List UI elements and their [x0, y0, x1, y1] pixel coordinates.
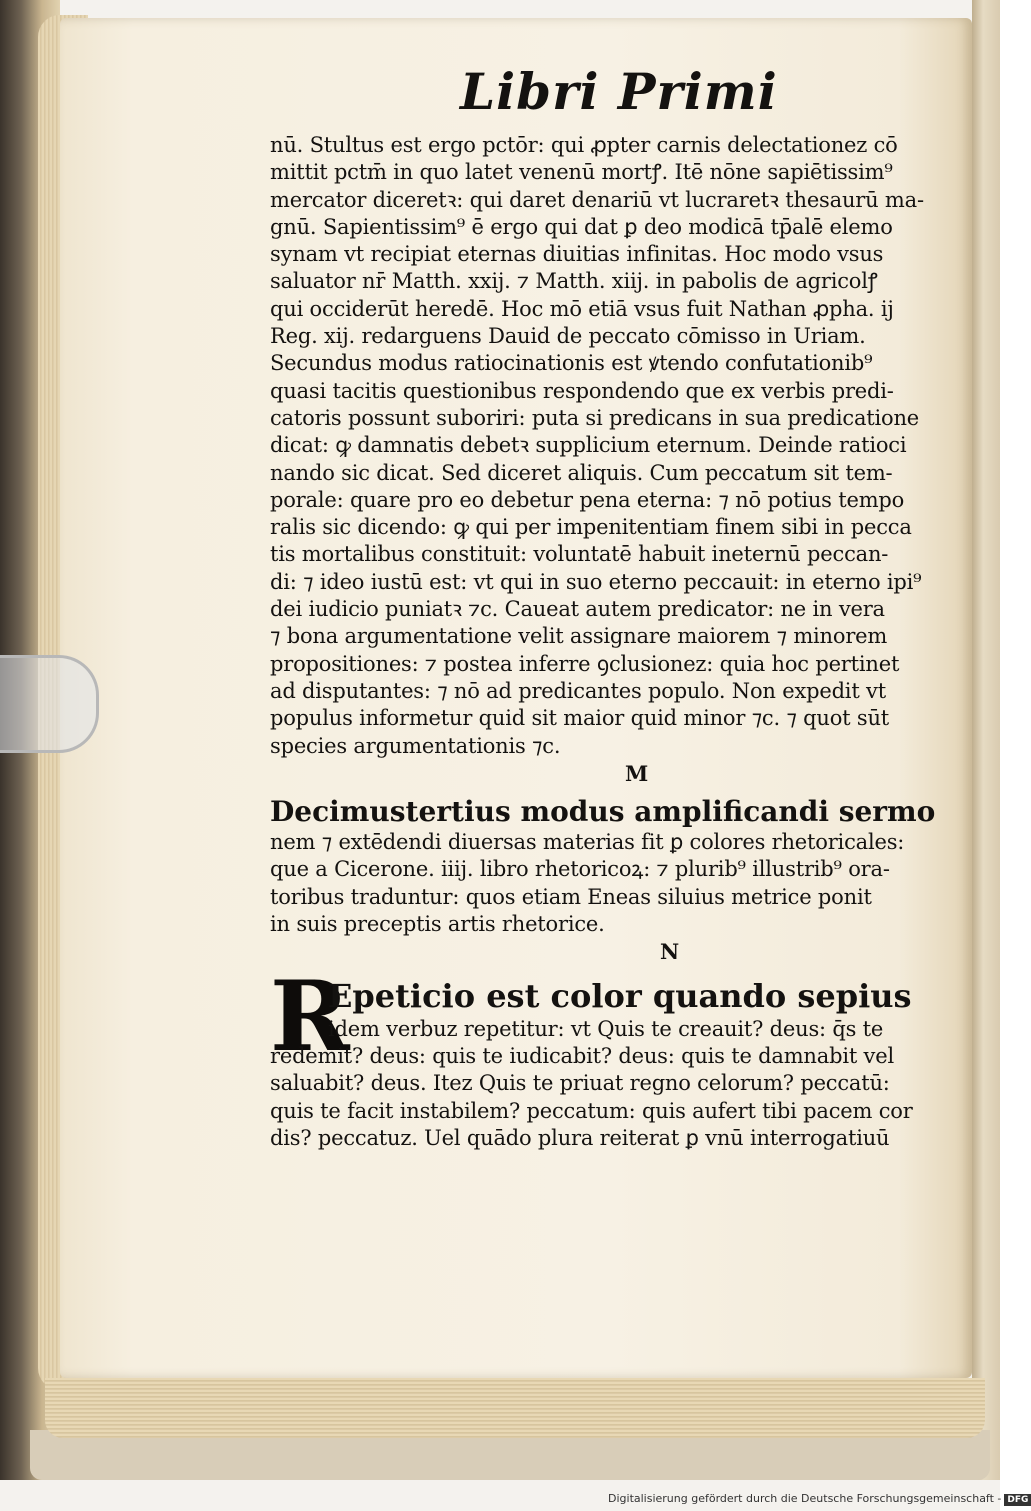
text-line: di: ⁊ ideo iustū est: vt qui in suo eterno peccauit: in eterno ipi⁹ [270, 569, 922, 594]
text-line: species argumentationis ⁊c. [270, 733, 561, 758]
section-heading: Decimustertius modus amplificandi sermo [270, 795, 936, 829]
dfg-logo: DFG [1004, 1494, 1031, 1506]
text-line: saluator nr̄ Matth. xxij. ⁊ Matth. xiij. in pabolis de agricolꝭ [270, 269, 878, 294]
text-line: synam vt recipiat eternas diuitias infinitas. Hoc modo vsus [270, 242, 884, 267]
text-line: qui occiderūt heredē. Hoc mō etiā vsus fuit Nathan ꝓpha. ij [270, 296, 894, 321]
chapter-paragraph [270, 1016, 913, 1152]
text-block [270, 132, 936, 1152]
text-line: ralis sic dicendo: ꝙ qui per impenitentiam finem sibi in pecca [270, 515, 912, 540]
section-paragraph [270, 829, 910, 938]
text-line: quis te facit instabilem? peccatum: quis aufert tibi pacem cor [270, 1098, 913, 1123]
text-line: populus informetur quid sit maior quid minor ⁊c. ⁊ quot sūt [270, 706, 890, 731]
text-line: saluabit? deus. Itez Quis te priuat regno celorum? peccatū: [270, 1071, 890, 1096]
text-line: idem verbuz repetitur: vt Quis te creauit? deus: q̄s te [328, 1016, 884, 1041]
credit-text: Digitalisierung gefördert durch die Deutsche Forschungsgemeinschaft - [608, 1492, 1002, 1505]
text-line: quasi tacitis questionibus respondendo que ex verbis predi- [270, 378, 894, 403]
margin-mark-line [270, 760, 910, 787]
facing-page-edge [972, 0, 1000, 1480]
margin-mark: M [625, 760, 649, 786]
text-line: dicat: ꝙ damnatis debetꝛ supplicium eternum. Deinde ratioci [270, 433, 907, 458]
text-line: mercator diceretꝛ: qui daret denariū vt lucraretꝛ thesaurū ma- [270, 187, 924, 212]
margin-mark-line [270, 938, 910, 965]
margin-mark: N [660, 939, 679, 965]
page-clip [0, 655, 99, 753]
text-line: porale: quare pro eo debetur pena eterna: ⁊ nō potius tempo [270, 487, 905, 512]
text-line: toribus traduntur: quos etiam Eneas siluius metrice ponit [270, 884, 872, 909]
page-stack-bottom [45, 1378, 985, 1438]
text-line: ad disputantes: ⁊ nō ad predicantes populo. Non expedit vt [270, 678, 886, 703]
text-line: mittit pctm̄ in quo latet venenū mortꝭ. Itē nōne sapiētissim⁹ [270, 160, 893, 185]
text-line: in suis preceptis artis rhetorice. [270, 912, 605, 937]
text-line: ⁊ bona argumentatione velit assignare maiorem ⁊ minorem [270, 624, 888, 649]
text-line: propositiones: ⁊ postea inferre ꝯclusionez: quia hoc pertinet [270, 651, 900, 676]
text-line: redemit? deus: quis te iudicabit? deus: quis te damnabit vel [270, 1043, 894, 1068]
text-line: que a Cicerone. iiij. libro rhetoricoꝝ: ⁊ plurib⁹ illustrib⁹ ora- [270, 857, 890, 882]
text-line: dis? peccatuz. Uel quādo plura reiterat ꝑ vnū interrogatiuū [270, 1125, 890, 1150]
digitization-credit [608, 1492, 1031, 1506]
body-paragraph [270, 132, 924, 760]
text-line: nū. Stultus est ergo pctōr: qui ꝓpter carnis delectationez cō [270, 133, 898, 157]
text-line: tis mortalibus constituit: voluntatē habuit ineternū peccan- [270, 542, 889, 567]
text-line: catoris possunt suboriri: puta si predicans in sua predicatione [270, 405, 920, 430]
drop-cap: R [270, 959, 350, 1073]
text-line: nem ⁊ extēdendi diuersas materias fit ꝑ colores rhetoricales: [270, 830, 905, 855]
text-line: Reg. xij. redarguens Dauid de peccato cōmisso in Uriam. [270, 324, 866, 349]
text-line: dei iudicio puniatꝛ ⁊c. Caueat autem predicator: ne in vera [270, 597, 885, 622]
text-line: gnū. Sapientissim⁹ ē ergo qui dat ꝑ deo modicā tp̄alē elemo [270, 214, 893, 239]
running-head: Libri Primi [460, 62, 778, 121]
text-line: Secundus modus ratiocinationis est ꝟtendo confutationib⁹ [270, 351, 873, 376]
text-line: nando sic dicat. Sed diceret aliquis. Cum peccatum sit tem- [270, 460, 893, 485]
chapter-first-line: Epeticio est color quando sepius [328, 976, 912, 1015]
